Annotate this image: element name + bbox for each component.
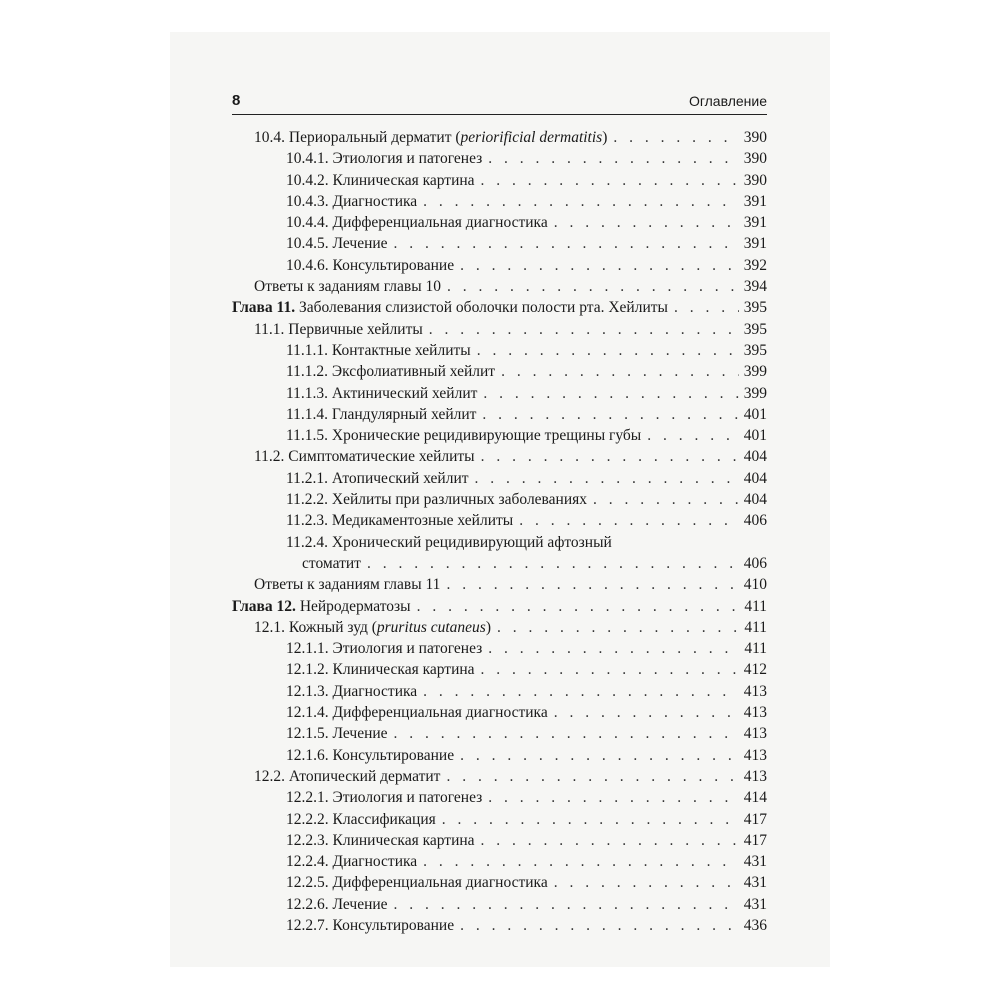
toc-entry-text: 11.2.3. Медикаментозные хейлиты [286,512,514,530]
toc-entry-title [286,659,475,680]
toc-entry [232,681,767,702]
toc-entry-text: 12.1.6. Консультирование [286,746,455,764]
toc-entry-title [286,894,388,915]
toc-page-number: 390 [743,129,767,146]
toc-entry-title [286,809,436,830]
toc-entry-title [286,383,477,404]
toc-entry-text: Нейродерматозы [295,597,411,615]
toc-entry-text: 12.1.2. Клиническая картина [286,661,475,679]
toc-entry-text: 11.2.2. Хейлиты при различных заболеваниях [286,491,588,509]
toc-entry-text: 11.1.2. Эксфолиативный хейлит [286,363,496,381]
toc-page-number: 399 [743,363,767,381]
toc-entry [232,383,767,404]
chapter-label: Глава 12. [232,597,296,615]
toc-entry [232,170,767,191]
toc-entry-text: 11.2.1. Атопический хейлит [286,469,469,487]
toc-entry [232,872,767,893]
toc-entry-title [254,574,440,595]
toc-entry-title [286,787,482,808]
toc-page-number: 411 [744,618,767,636]
toc-entry [232,510,767,531]
toc-entry-text: 12.2.7. Консультирование [286,916,455,934]
toc-page-number: 414 [743,789,767,807]
toc-page-number: 391 [743,214,767,232]
dot-leader [388,894,739,915]
toc-entry-text: 11.1.3. Актинический хейлит [286,384,478,402]
toc-page-number: 401 [743,405,767,423]
toc-entry [232,851,767,872]
toc-entry-title [286,532,612,553]
toc-entry [232,659,767,680]
toc-entry-text: 11.1.1. Контактные хейлиты [286,341,471,359]
toc-entry [232,361,767,382]
dot-leader [441,276,739,297]
dot-leader [482,148,739,169]
toc-page-number: 417 [743,810,767,828]
toc-entry [232,446,767,467]
toc-page-number: 417 [743,831,767,849]
toc-entry [232,532,767,553]
toc-entry-text: 12.1.4. Дифференциальная диагностика [286,704,548,722]
toc-page-number: 413 [743,767,767,785]
toc-page-number: 392 [743,256,767,274]
dot-leader [548,212,739,233]
toc-entry [232,425,767,446]
toc-entry [232,638,767,659]
toc-entry-text: Ответы к заданиям главы 10 [254,278,442,296]
toc-page-number: 395 [743,320,767,338]
dot-leader [388,723,739,744]
toc-entry [232,723,767,744]
dot-leader [436,809,739,830]
toc-entry-text: 12.2. Атопический дерматит [254,767,441,785]
toc-page-number: 413 [743,682,767,700]
toc-entry-text: 10.4.2. Клиническая картина [286,171,475,189]
toc-entry-text: 10.4.6. Консультирование [286,256,455,274]
toc-page-number: 411 [744,640,767,658]
dot-leader [454,255,739,276]
dot-leader [469,468,739,489]
toc-entry-title [286,745,454,766]
toc-page-number: 410 [743,576,767,594]
toc-page-number: 404 [743,491,767,509]
toc-entry-title [286,702,548,723]
dot-leader [417,851,739,872]
toc-entry [232,574,767,595]
toc-chapter-entry [232,596,767,617]
toc-entry-title [286,681,417,702]
toc-entry-text: 10.4.3. Диагностика [286,192,418,210]
toc-entry-title [286,851,417,872]
toc-entry [232,787,767,808]
dot-leader [587,489,739,510]
latin-term: pruritus cutaneus [376,618,486,636]
toc-entry-title [286,340,471,361]
toc-page-number: 391 [743,192,767,210]
dot-leader [411,596,739,617]
toc-entry-title [286,233,388,254]
toc-entry-text: Заболевания слизистой оболочки полости рта. Хейлиты [295,299,668,317]
toc-entry-text: 12.2.2. Классификация [286,810,436,828]
toc-entry-title [286,255,454,276]
toc-page-number: 411 [744,597,767,615]
toc-page-number: 413 [743,746,767,764]
toc-entry-title [232,596,411,617]
toc-entry [232,148,767,169]
toc-entry-suffix: ) [602,129,608,146]
toc-entry [232,233,767,254]
toc-entry [232,319,767,340]
toc-entry-text: 11.2. Симптоматические хейлиты [254,448,475,466]
toc-entry-title [286,468,469,489]
toc-page-number: 431 [743,895,767,913]
dot-leader [475,446,739,467]
dot-leader [668,297,739,318]
toc-entry-title [254,766,440,787]
dot-leader [477,383,739,404]
toc-entry-title [286,872,548,893]
toc-entry [232,489,767,510]
toc-entry [232,255,767,276]
toc-entry-text: 11.2.4. Хронический рецидивирующий афтозный [286,533,612,551]
toc-entry [232,276,767,297]
toc-entry-title [286,212,548,233]
toc-entry-text: 12.1.5. Лечение [286,725,388,743]
toc-entry [232,191,767,212]
dot-leader [495,361,739,382]
toc-page-number: 390 [743,171,767,189]
toc-entry-title [286,915,454,936]
toc-entry-text: 12.2.3. Клиническая картина [286,831,475,849]
dot-leader [454,745,739,766]
toc-entry-title [286,723,388,744]
toc-entry-title [254,617,491,638]
latin-term: periorificial dermatitis [460,129,603,146]
toc-page-number: 436 [743,916,767,934]
toc-entry [232,212,767,233]
toc-page-number: 391 [743,235,767,253]
dot-leader [607,127,739,148]
toc-entry-title [254,446,475,467]
toc-entry [232,809,767,830]
toc-entry-text: 10.4.4. Дифференциальная диагностика [286,214,548,232]
toc-entry-title [232,297,668,318]
toc-entry-title [286,170,475,191]
toc-entry-text: 12.1. Кожный зуд ( [254,618,377,636]
toc-entry-text: Ответы к заданиям главы 11 [254,576,441,594]
dot-leader [471,340,739,361]
toc-chapter-entry [232,297,767,318]
toc-entry-text: 12.1.1. Этиология и патогенез [286,640,483,658]
dot-leader [388,233,739,254]
page-header [232,92,767,115]
toc-entry-title [254,319,423,340]
toc-page-number: 406 [743,512,767,530]
toc-entry-title [286,148,482,169]
toc-entry [232,745,767,766]
toc-entry-title [286,830,475,851]
toc-entry-title [286,404,476,425]
toc-entry-text: 10.4.5. Лечение [286,235,388,253]
dot-leader [482,638,739,659]
toc-page-number: 406 [743,554,767,572]
toc-page-number: 431 [743,853,767,871]
dot-leader [454,915,739,936]
toc-entry-title [286,510,513,531]
toc-entry [232,617,767,638]
toc-entry-title [286,425,641,446]
dot-leader [475,659,739,680]
toc-page-number: 395 [743,341,767,359]
toc-entry [232,894,767,915]
toc-entry-title [286,361,495,382]
dot-leader [476,404,739,425]
page-number: 8 [232,92,241,109]
toc-entry [232,127,767,148]
toc-entry-text: 11.1.4. Гландулярный хейлит [286,405,477,423]
dot-leader [417,681,739,702]
toc-page-number: 395 [743,299,767,317]
chapter-label: Глава 11. [232,299,296,317]
dot-leader [475,830,739,851]
dot-leader [548,702,739,723]
toc-page-number: 399 [743,384,767,402]
running-title: Оглавление [688,93,767,109]
toc-entry [232,915,767,936]
toc-entry [232,468,767,489]
toc-entry-title [286,489,587,510]
toc-entry-suffix: ) [485,618,491,636]
dot-leader [423,319,739,340]
toc-entry-text: 10.4. Периоральный дерматит ( [254,129,461,146]
toc-entry-text: 11.1. Первичные хейлиты [254,320,423,338]
toc-page-number: 431 [743,874,767,892]
toc-entry-text: 12.2.1. Этиология и патогенез [286,789,483,807]
toc-page-number: 394 [743,278,767,296]
toc-entry [232,553,767,574]
dot-leader [475,170,739,191]
toc-entry [232,340,767,361]
toc-page-number: 413 [743,704,767,722]
toc-entry-text: 12.2.4. Диагностика [286,853,418,871]
toc-entry-text: 12.2.5. Дифференциальная диагностика [286,874,548,892]
toc-page-number: 412 [743,661,767,679]
dot-leader [417,191,739,212]
toc-page-number: 401 [743,427,767,445]
toc-entry-title [286,191,417,212]
dot-leader [491,617,739,638]
toc-entry-text: 11.1.5. Хронические рецидивирующие трещины губы [286,427,642,445]
toc-entry-title [286,638,482,659]
toc-entry-text: 10.4.1. Этиология и патогенез [286,150,483,168]
dot-leader [482,787,739,808]
toc-entry-title [254,127,607,148]
toc-entry [232,830,767,851]
dot-leader [440,574,739,595]
dot-leader [440,766,739,787]
toc-page-number: 413 [743,725,767,743]
toc-page-number: 404 [743,469,767,487]
toc-entry [232,766,767,787]
toc-entry [232,404,767,425]
toc-page-number: 390 [743,150,767,168]
dot-leader [361,553,739,574]
toc-entry-text: стоматит [302,554,361,572]
toc-entry-title [254,276,441,297]
dot-leader [548,872,739,893]
dot-leader [513,510,739,531]
toc-entry [232,702,767,723]
dot-leader [641,425,739,446]
toc-page-number: 404 [743,448,767,466]
table-of-contents [232,127,767,936]
toc-entry-text: 12.2.6. Лечение [286,895,388,913]
toc-entry-text: 12.1.3. Диагностика [286,682,418,700]
toc-entry-title [302,553,361,574]
